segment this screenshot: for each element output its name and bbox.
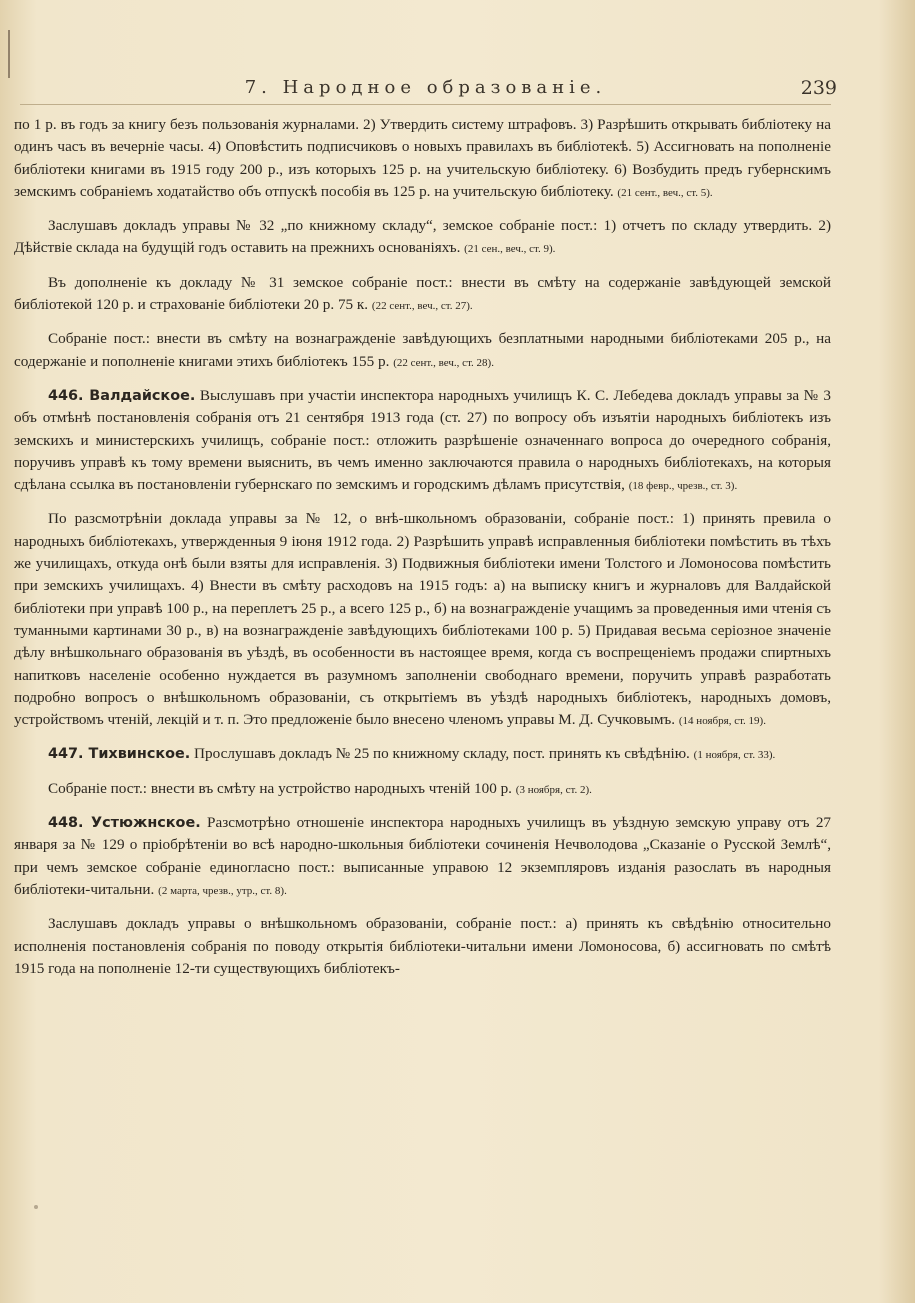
citation-ref: (1 ноября, ст. 33). <box>693 749 776 762</box>
citation-ref: (22 сент., веч., ст. 27). <box>371 300 473 313</box>
entry-447 <box>14 743 831 766</box>
entry-448 <box>14 812 831 902</box>
citation-ref: (3 ноября, ст. 2). <box>515 783 592 796</box>
paragraph <box>14 913 831 981</box>
paragraph <box>14 114 831 204</box>
header-rule <box>20 104 831 105</box>
citation-ref: (21 сен., веч., ст. 9). <box>464 243 556 256</box>
paragraph <box>14 778 831 801</box>
paragraph-text: по 1 р. въ годъ за книгу безъ пользованія журналами. 2) Утвердить систему штрафовъ. 3) Разрѣшить открывать библіотеку на одинъ часъ въ вечерніе часы. 4) Оповѣстить подписчиковъ о новыхъ правилахъ въ библіотекѣ. 5) Ассигновать на пополненіе библіотеки книгами въ 1915 году 200 р., изъ которыхъ 125 р. на учительскую библіотеку. 6) Возбудить предъ губернскимъ земскимъ собраніемъ ходатайство объ отпускѣ пособія въ 125 р. на учительскую библіотеку. <box>14 116 831 200</box>
paragraph-text: Въ дополненіе къ докладу № 31 земское собраніе пост.: внести въ смѣту на содержаніе завѣдующей земской библіотекой 120 р. и страхованіе библіотеки 20 р. 75 к. <box>14 273 831 314</box>
citation-ref: (18 февр., чрезв., ст. 3). <box>628 480 738 493</box>
entry-heading: 447. Тихвинское. <box>48 746 191 763</box>
page-edge-mark <box>8 30 10 78</box>
paragraph-text: По разсмотрѣніи доклада управы за № 12, о внѣ-школьномъ образованіи, собраніе пост.: 1) принять превила о народныхъ библіотекахъ, утвержденныя 9 іюня 1912 года. 2) Разрѣшить управѣ исправленныя библіотеки помѣстить въ тѣхъ же училищахъ, откуда онѣ были взяты для исправленія. 3) Подвижныя библіотеки имени Толстого и Ломоносова помѣстить при земскихъ училищахъ. 4) Внести въ смѣту расходовъ на 1915 годъ: а) на выписку книгъ и журналовъ для Валдайской библіотеки при управѣ 100 р., на переплетъ 25 р., а всего 125 р., б) на вознагражденіе учащимъ за проведенныя ими чтенія съ туманными картинами 30 р., в) на вознагражденіе завѣдующихъ библіотеками 100 р. 5) Придавая весьма серіозное значеніе дѣлу внѣшкольнаго образованія въ уѣздѣ, въ особенности въ настоящее время, когда съ воспрещеніемъ продажи спиртныхъ напитковъ населеніе особенно нуждается въ разумномъ заполненіи свободнаго времени, поручить управѣ разработать подробно вопросъ о внѣшкольномъ образованіи, съ открытіемъ въ уѣздѣ народныхъ библіотекъ, народныхъ домовъ, устройствомъ чтеній, лекцій и т. п. Это предложеніе было внесено членомъ управы М. Д. Сучковымъ. <box>14 510 831 729</box>
page-body <box>14 114 831 992</box>
paragraph-text: Выслушавъ при участіи инспектора народныхъ училищъ К. С. Лебедева докладъ управы за № 3 объ отмѣнѣ постановленія собранія отъ 21 сентября 1913 года (ст. 27) по вопросу объ изъятіи народныхъ библіотекъ изъ земскихъ и министерскихъ училищъ, собраніе пост.: отложить разрѣшеніе означеннаго вопроса до очередного собранія, поручивъ управѣ къ тому времени выяснить, въ чемъ именно заключаются правила о народныхъ библіотекахъ, на которыя сдѣлана ссылка въ постановленіи губернскаго по земскимъ и городскимъ дѣламъ присутствія, <box>14 386 832 494</box>
entry-heading: 446. Валдайское. <box>48 387 196 404</box>
paragraph-text: Прослушавъ докладъ № 25 по книжному складу, пост. принять къ свѣдѣнію. <box>194 745 690 763</box>
ink-speck <box>34 1205 38 1209</box>
running-header <box>20 77 837 101</box>
page-number: 239 <box>800 77 837 99</box>
citation-ref: (14 ноября, ст. 19). <box>678 715 766 728</box>
paragraph-text: Заслушавъ докладъ управы о внѣшкольномъ образованіи, собраніе пост.: а) принять къ свѣдѣнію относительно исполненія постановленія собранія по поводу открытія библіотеки-читальни имени Ломоносова, б) ассигновать по смѣтѣ 1915 года на пополненіе 12-ти существующихъ библіотекъ- <box>14 915 831 977</box>
entry-446 <box>14 385 831 497</box>
paragraph <box>14 508 831 732</box>
paragraph <box>14 215 831 261</box>
citation-ref: (2 марта, чрезв., утр., ст. 8). <box>158 884 287 897</box>
paragraph-text: Собраніе пост.: внести въ смѣту на устройство народныхъ чтеній 100 р. <box>48 779 512 797</box>
paragraph-text: Заслушавъ докладъ управы № 32 „по книжному складу“, земское собраніе пост.: 1) отчетъ по складу утвердить. 2) Дѣйствіе склада на будущій годъ оставить на прежнихъ основаніяхъ. <box>14 217 831 257</box>
paragraph-text: Разсмотрѣно отношеніе инспектора народныхъ училищъ въ уѣздную земскую управу отъ 27 января за № 129 о пріобрѣтеніи во всѣ народно-школьныя библіотеки сочиненія Нечволодова „Сказаніе о Русской Землѣ“, при чемъ земское собраніе единогласно пост.: выписанные управою 12 экземпляровъ изданія разослать въ народныя библіотеки-читальни. <box>14 814 832 898</box>
paragraph <box>14 328 831 374</box>
entry-heading: 448. Устюжнское. <box>48 815 201 832</box>
citation-ref: (22 сент., веч., ст. 28). <box>393 356 494 369</box>
paragraph-text: Собраніе пост.: внести въ смѣту на вознагражденіе завѣдующихъ безплатными народными библіотеками 205 р., на содержаніе и пополненіе книгами этихъ библіотекъ 155 р. <box>14 330 831 370</box>
section-title: 7. Народное образованіе. <box>244 77 607 98</box>
citation-ref: (21 сент., веч., ст. 5). <box>617 186 713 199</box>
paragraph <box>14 272 831 318</box>
